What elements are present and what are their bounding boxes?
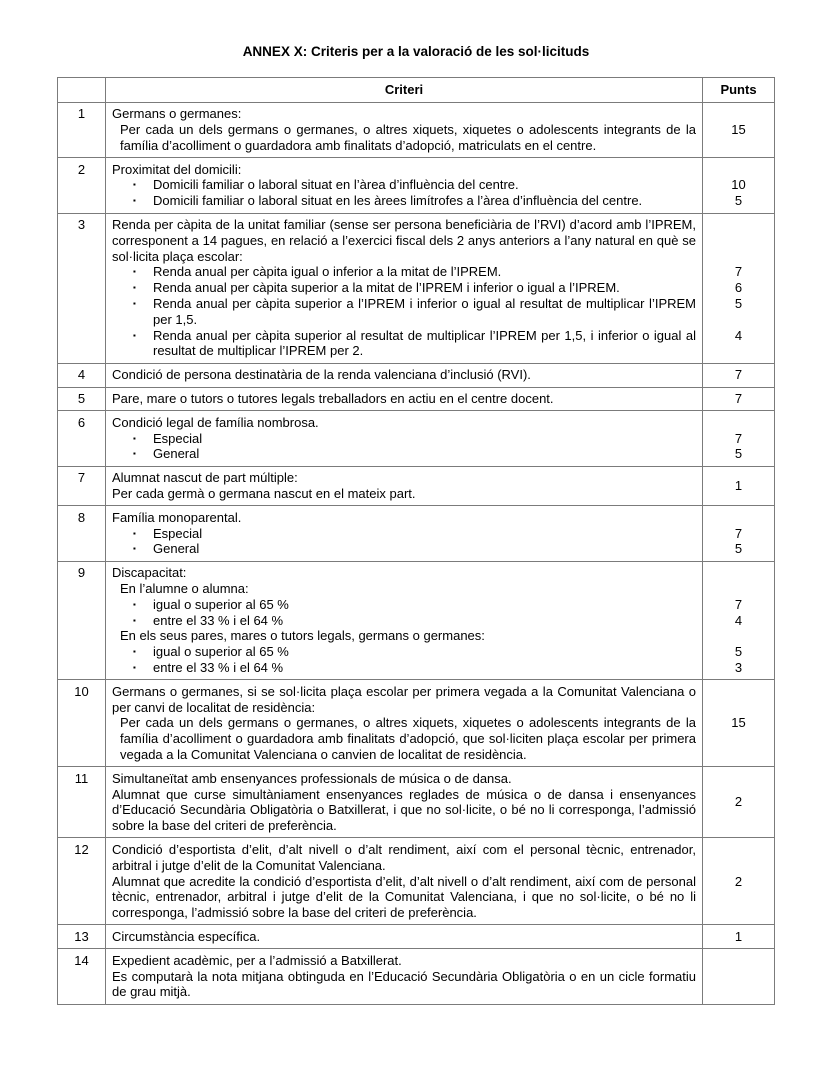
row-number-cell: 6 xyxy=(77,414,86,430)
table-row xyxy=(58,767,774,838)
header-punts: Punts xyxy=(720,82,757,97)
punts-cell: 7 xyxy=(734,264,743,280)
criteri-text-line: Renda per càpita de la unitat familiar (sense ser persona beneficiària de l’RVI) d’acord amb l’IPREM, corresponent a 14 pagues, en relació a l’exercici fiscal dels 2 anys anteriors a l’any natural en què se sol·licita plaça escolar: xyxy=(112,217,696,264)
criteri-text-line: Pare, mare o tutors o tutores legals treballadors en actiu en el centre docent. xyxy=(112,391,554,407)
criteri-cell xyxy=(105,467,703,506)
table-row xyxy=(58,158,774,213)
criteri-bullet-line xyxy=(105,296,703,328)
criteri-cell xyxy=(105,364,703,387)
bullet-icon: ▪ xyxy=(133,449,136,459)
criteri-text-line: Per cada un dels germans o germanes, o altres xiquets, xiquetes o adolescents integrants de la família d’acolliment o guardadora amb finalitats d’adopció, matriculats en el centre. xyxy=(120,122,696,153)
punts-cell: 5 xyxy=(734,541,743,557)
criteri-text: Renda anual per càpita superior a la mitat de l’IPREM i inferior o igual a l’IPREM. xyxy=(153,280,620,296)
criteri-segment xyxy=(105,565,774,581)
header-num-cell xyxy=(58,78,105,102)
table-row xyxy=(58,838,774,925)
table-row xyxy=(58,562,774,681)
table-row xyxy=(58,467,774,507)
punts-cell: 10 xyxy=(731,177,746,193)
bullet-icon: ▪ xyxy=(133,647,136,657)
criteri-bullet-line xyxy=(105,446,703,462)
punts-cell: 5 xyxy=(734,296,743,312)
punts-cell: 4 xyxy=(734,327,743,343)
criteri-text-line: Per cada germà o germana nascut en el mateix part. xyxy=(112,486,416,502)
criteri-text-line: Proximitat del domicili: xyxy=(112,161,242,177)
criteri-bullet-line xyxy=(105,328,703,360)
criteri-segment xyxy=(105,162,774,178)
criteri-segment xyxy=(105,660,774,676)
criteri-text-line: Simultaneïtat amb ensenyances professionals de música o de dansa. xyxy=(112,770,512,786)
criteri-cell xyxy=(105,767,703,837)
bullet-icon: ▪ xyxy=(133,433,136,443)
criteri-text-line: Condició legal de família nombrosa. xyxy=(112,414,319,430)
criteri-punts-body xyxy=(105,411,774,465)
punts-cell: 4 xyxy=(734,612,743,628)
criteri-bullet-line xyxy=(105,193,703,209)
punts-cell: 5 xyxy=(734,644,743,660)
punts-cell: 15 xyxy=(731,715,746,731)
row-number-cell: 7 xyxy=(77,470,86,486)
header-criteri: Criteri xyxy=(384,82,424,97)
punts-cell: 7 xyxy=(734,430,743,446)
criteri-text: Renda anual per càpita superior a l’IPREM i inferior o igual al resultat de multiplicar l’IPREM per 1,5. xyxy=(153,296,696,327)
column-divider-punts xyxy=(702,78,703,1004)
criteri-segment xyxy=(105,597,774,613)
criteri-text-line: Germans o germanes: xyxy=(112,106,242,122)
criteri-text-line: Discapacitat: xyxy=(112,565,187,581)
punts-cell: 6 xyxy=(734,280,743,296)
criteri-text-line: Alumnat que curse simultàniament ensenyances reglades de música o de dansa i ensenyances d’Educació Secundària Obligatòria o Batxillerat, i que no sol·licite, o bé no li corresponga, l’admissió sobre la base del criteri de preferència. xyxy=(112,786,696,834)
row-number-cell: 1 xyxy=(77,106,86,122)
criteri-segment xyxy=(105,217,774,264)
table-row xyxy=(58,925,774,949)
criteri-text-line: Es computarà la nota mitjana obtinguda en l’Educació Secundària Obligatòria o en un cicle formatiu de grau mitjà. xyxy=(112,968,696,1000)
bullet-icon: ▪ xyxy=(133,180,136,190)
table-row xyxy=(58,103,774,158)
row-number-cell: 10 xyxy=(74,683,89,699)
criteri-bullet-line xyxy=(105,597,703,613)
criteri-text: igual o superior al 65 % xyxy=(153,644,289,660)
row-number-cell: 11 xyxy=(74,770,89,786)
criteri-bullet-line xyxy=(105,526,703,542)
bullet-icon: ▪ xyxy=(133,299,136,309)
table-header-row xyxy=(58,78,774,103)
criteri-bullet-line xyxy=(105,613,703,629)
row-number-cell: 3 xyxy=(77,217,86,233)
criteri-bullet-line xyxy=(105,431,703,447)
table-row xyxy=(58,364,774,388)
criteri-text-line: Expedient acadèmic, per a l’admissió a Batxillerat. xyxy=(112,952,402,968)
table-row xyxy=(58,506,774,561)
row-number-cell: 2 xyxy=(77,161,86,177)
criteri-bullet-line xyxy=(105,280,703,296)
criteri-segment xyxy=(105,280,774,296)
criteri-bullet-line xyxy=(105,644,703,660)
criteri-text-line: Condició de persona destinatària de la renda valenciana d’inclusió (RVI). xyxy=(112,367,531,383)
criteri-text: Especial xyxy=(153,430,203,446)
criteri-punts-body xyxy=(105,506,774,560)
criteri-segment xyxy=(105,510,774,526)
criteri-segment xyxy=(105,431,774,447)
criteri-segment xyxy=(105,613,774,629)
bullet-icon: ▪ xyxy=(133,267,136,277)
page-title: ANNEX X: Criteris per a la valoració de les sol·licituds xyxy=(242,44,590,59)
table-row xyxy=(58,411,774,466)
criteri-cell xyxy=(105,949,703,1003)
criteri-segment xyxy=(105,581,774,597)
table-row xyxy=(58,680,774,767)
punts-cell: 2 xyxy=(734,794,743,810)
row-number-cell: 12 xyxy=(74,841,89,857)
punts-cell: 7 xyxy=(734,391,743,407)
bullet-icon: ▪ xyxy=(133,599,136,609)
criteri-bullet-line xyxy=(105,541,703,557)
criteri-text-line: Condició d’esportista d’elit, d’alt nivell o d’alt rendiment, així com el personal tècnic, entrenador, arbitral i jutge d’elit de la Comunitat Valenciana. xyxy=(112,841,696,873)
bullet-icon: ▪ xyxy=(133,283,136,293)
criteri-text: igual o superior al 65 % xyxy=(153,596,289,612)
criteri-punts-body xyxy=(105,562,774,680)
column-divider-num xyxy=(105,78,106,1004)
bullet-icon: ▪ xyxy=(133,528,136,538)
punts-cell: 2 xyxy=(734,873,743,889)
row-number-cell: 14 xyxy=(74,952,89,968)
criteri-segment xyxy=(105,415,774,431)
punts-cell: 15 xyxy=(731,122,746,138)
criteri-cell xyxy=(105,838,703,924)
criteri-punts-body xyxy=(105,214,774,363)
criteri-cell xyxy=(105,103,703,157)
row-number-cell: 9 xyxy=(77,565,86,581)
criteri-text: entre el 33 % i el 64 % xyxy=(153,612,284,628)
criteri-text-line: Per cada un dels germans o germanes, o altres xiquets, xiquetes o adolescents integrants de la família d’acolliment o guardadora amb finalitats d’adopció, que sol·liciten plaça escolar per primera vegada a la Comunitat Valenciana o canvien de localitat de residència. xyxy=(120,715,696,762)
criteri-segment xyxy=(105,541,774,557)
row-number-cell: 4 xyxy=(77,367,86,383)
punts-cell xyxy=(703,949,774,1003)
criteri-cell xyxy=(105,925,703,948)
criteri-cell xyxy=(105,388,703,411)
criteri-text: Renda anual per càpita superior al resultat de multiplicar l’IPREM per 1,5, i inferior o igual al resultat de multiplicar l’IPREM per 2. xyxy=(153,327,696,359)
bullet-icon: ▪ xyxy=(133,663,136,672)
criteri-segment xyxy=(105,328,774,360)
criteri-text-line: Germans o germanes, si se sol·licita plaça escolar per primera vegada a la Comunitat Valenciana o per canvi de localitat de residència: xyxy=(112,683,696,715)
criteri-text: Domicili familiar o laboral situat en les àrees limítrofes a l’àrea d’influència del centre. xyxy=(153,193,643,209)
criteri-segment xyxy=(105,296,774,328)
criteri-text: Domicili familiar o laboral situat en l’àrea d’influència del centre. xyxy=(153,177,519,193)
criteri-text-line: Família monoparental. xyxy=(112,509,242,525)
table-row xyxy=(58,214,774,364)
criteri-text: General xyxy=(153,446,200,462)
criteri-punts-body xyxy=(105,158,774,212)
criteri-cell xyxy=(105,680,703,766)
row-number-cell: 8 xyxy=(77,509,86,525)
criteri-segment xyxy=(105,193,774,209)
criteri-text-line: En l’alumne o alumna: xyxy=(120,581,249,597)
bullet-icon: ▪ xyxy=(133,196,136,206)
criteria-table xyxy=(57,77,775,1005)
criteri-text: Especial xyxy=(153,525,203,541)
bullet-icon: ▪ xyxy=(133,330,136,340)
criteri-text-line: Alumnat que acredite la condició d’esportista d’elit, d’alt nivell o d’alt rendiment, així com de personal tècnic, entrenador, arbitral i jutge d’elit de la Comunitat Valenciana, i que no sol·licite, o bé no li corresponga, l’admissió sobre la base del criteri de preferència. xyxy=(112,873,696,921)
row-number-cell: 13 xyxy=(74,928,89,944)
criteri-segment xyxy=(105,177,774,193)
criteri-segment xyxy=(105,446,774,462)
punts-cell: 1 xyxy=(734,478,743,494)
criteri-segment xyxy=(105,628,774,644)
criteri-segment xyxy=(105,264,774,280)
punts-cell: 5 xyxy=(734,193,743,209)
punts-cell: 7 xyxy=(734,367,743,383)
criteri-text: Renda anual per càpita igual o inferior a la mitat de l’IPREM. xyxy=(153,264,502,280)
punts-cell: 3 xyxy=(734,660,743,675)
bullet-icon: ▪ xyxy=(133,544,136,554)
criteri-text: entre el 33 % i el 64 % xyxy=(153,660,284,675)
criteri-bullet-line xyxy=(105,177,703,193)
criteri-bullet-line xyxy=(105,264,703,280)
criteri-text-line: En els seus pares, mares o tutors legals, germans o germanes: xyxy=(120,628,485,644)
punts-cell: 1 xyxy=(734,928,743,944)
criteri-text-line: Circumstància específica. xyxy=(112,928,261,944)
punts-cell: 7 xyxy=(734,596,743,612)
criteri-segment xyxy=(105,526,774,542)
criteri-bullet-line xyxy=(105,660,703,676)
punts-cell: 7 xyxy=(734,525,743,541)
criteri-segment xyxy=(105,644,774,660)
bullet-icon: ▪ xyxy=(133,615,136,625)
row-number-cell: 5 xyxy=(77,391,86,407)
criteri-text-line: Alumnat nascut de part múltiple: xyxy=(112,470,298,486)
criteri-text: General xyxy=(153,541,200,557)
table-row xyxy=(58,388,774,412)
punts-cell: 5 xyxy=(734,446,743,462)
table-row xyxy=(58,949,774,1003)
